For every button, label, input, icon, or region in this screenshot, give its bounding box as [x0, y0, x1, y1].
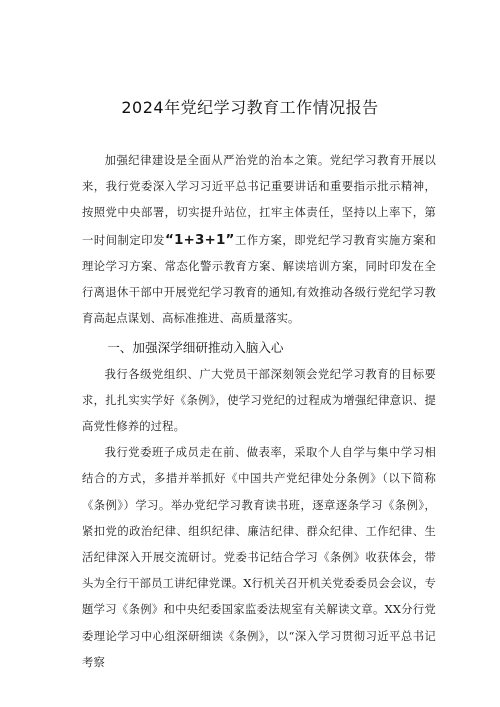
section-heading-1: 一、加强深学细研推动入脑入心 — [107, 340, 284, 356]
intro-text-part1: 加强纪律建设是全面从严治党的治本之策。党纪学习教育开展以来，我行党委深入学习习近平总书记重要讲话和重要指示批示精神，按照党中央部署，切实提升站位，扛牢主体责任，坚持以上率下，第一时间制定印发 — [82, 154, 436, 247]
intro-paragraph — [82, 148, 436, 332]
paragraph-3: 我行党委班子成员走在前、做表率，采取个人自学与集中学习相结合的方式，多措并举抓好《中国共产党纪律处分条例》（以下简称《条例》）学习。举办党纪学习教育读书班，逐章逐条学习《条例》，紧扣党的政治纪律、组织纪律、廉洁纪律、群众纪律、工作纪律、生活纪律深入开展交流研讨。党委书记结合学习《条例》收获体会，带头为全行干部员工讲纪律党课。X行机关召开机关党委委员会会议，专题学习《条例》和中央纪委国家监委法规室有关解读文章。XX分行党委理论学习中心组深研细读《条例》，以“深入学习贯彻习近平总书记考察 — [82, 446, 436, 669]
intro-text-part2: 工作方案，即党纪学习教育实施方案和理论学习方案、常态化警示教育方案、解读培训方案，同时印发在全行离退休干部中开展党纪学习教育的通知,有效推动各级行党纪学习教育高起点谋划、高标准推进、高质量落实。 — [82, 233, 436, 326]
paragraph-2: 我行各级党组织、广大党员干部深刻领会党纪学习教育的目标要求，扎扎实实学好《条例》，使学习党纪的过程成为增强纪律意识、提高党性修养的过程。 — [82, 367, 436, 434]
document-body — [82, 148, 436, 676]
intro-emphasis: “1+3+1” — [164, 231, 235, 248]
document-title: 2024年党纪学习教育工作情况报告 — [121, 98, 379, 117]
